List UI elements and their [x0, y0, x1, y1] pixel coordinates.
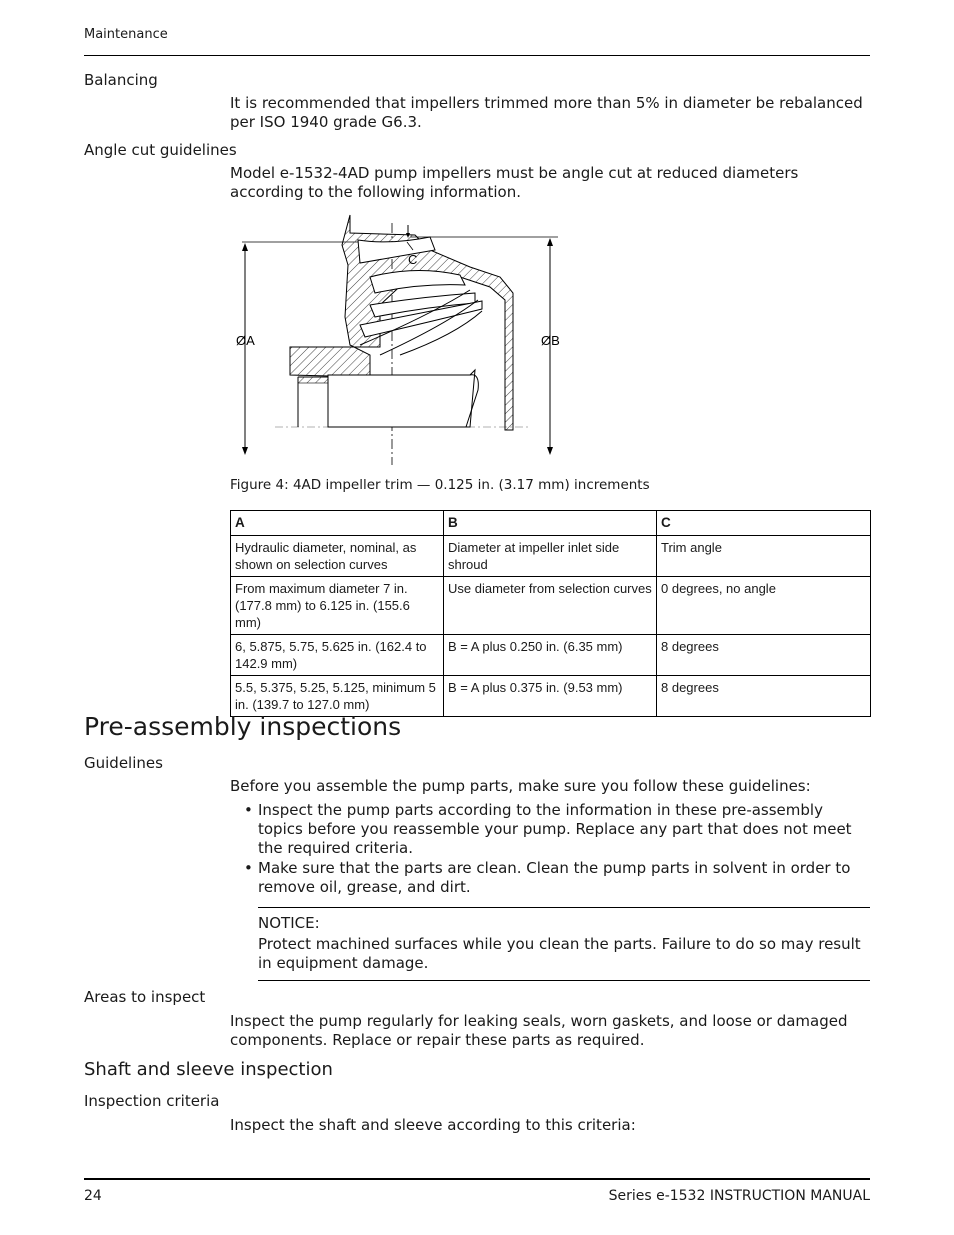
notice-box [258, 907, 870, 981]
table-cell: From maximum diameter 7 in. (177.8 mm) to 6.125 in. (155.6 mm) [231, 577, 444, 635]
guidelines-heading: Guidelines [84, 754, 163, 772]
label-c: C [408, 252, 418, 267]
areas-heading: Areas to inspect [84, 988, 206, 1006]
table-row [231, 676, 871, 717]
table-header-c: C [657, 511, 871, 536]
table-cell: Hydraulic diameter, nominal, as shown on selection curves [231, 536, 444, 577]
table-cell: Trim angle [657, 536, 871, 577]
angle-cut-heading: Angle cut guidelines [84, 141, 237, 159]
impeller-trim-figure [230, 205, 570, 470]
table-cell: 8 degrees [657, 676, 871, 717]
balancing-heading: Balancing [84, 71, 158, 89]
table-row [231, 635, 871, 676]
running-head: Maintenance [84, 27, 168, 42]
impeller-trim-table [230, 510, 871, 717]
header-rule [84, 55, 870, 56]
figure-caption: Figure 4: 4AD impeller trim — 0.125 in. (3.17 mm) increments [230, 477, 650, 493]
notice-title: NOTICE: [258, 914, 320, 932]
areas-text: Inspect the pump regularly for leaking seals, worn gaskets, and loose or damaged components. Replace or repair these parts as required. [230, 1012, 848, 1049]
table-cell: B = A plus 0.250 in. (6.35 mm) [444, 635, 657, 676]
inspection-criteria-heading: Inspection criteria [84, 1092, 220, 1110]
shaft-sleeve-title: Shaft and sleeve inspection [84, 1059, 333, 1080]
label-dia-a: ØA [236, 333, 255, 348]
table-row [231, 536, 871, 577]
table-cell: 8 degrees [657, 635, 871, 676]
table-header-b: B [444, 511, 657, 536]
table-header-a: A [231, 511, 444, 536]
label-dia-b: ØB [541, 333, 560, 348]
list-item: • Inspect the pump parts according to the information in these pre-assembly topics before you reassemble your pump. Replace any part that does not meet the required criteria. [244, 801, 852, 857]
list-item: • Make sure that the parts are clean. Clean the pump parts in solvent in order to remove oil, grease, and dirt. [244, 859, 851, 896]
table-cell: Use diameter from selection curves [444, 577, 657, 635]
table-cell: 6, 5.875, 5.75, 5.625 in. (162.4 to 142.9 mm) [231, 635, 444, 676]
page-number: 24 [84, 1188, 102, 1204]
inspection-criteria-text: Inspect the shaft and sleeve according to this criteria: [230, 1116, 636, 1134]
impeller-hub [328, 370, 475, 427]
angle-cut-text: Model e-1532-4AD pump impellers must be angle cut at reduced diameters according to the following information. [230, 164, 799, 201]
guidelines-intro: Before you assemble the pump parts, make sure you follow these guidelines: [230, 777, 811, 795]
table-cell: 5.5, 5.375, 5.25, 5.125, minimum 5 in. (139.7 to 127.0 mm) [231, 676, 444, 717]
table-row [231, 577, 871, 635]
table-header-row [231, 511, 871, 536]
manual-title: Series e-1532 INSTRUCTION MANUAL [608, 1188, 870, 1204]
footer-rule [84, 1178, 870, 1180]
guidelines-list [244, 801, 870, 898]
pre-assembly-title: Pre-assembly inspections [84, 712, 402, 741]
table-cell: Diameter at impeller inlet side shroud [444, 536, 657, 577]
balancing-text: It is recommended that impellers trimmed more than 5% in diameter be rebalanced per ISO 1940 grade G6.3. [230, 94, 863, 131]
notice-text: Protect machined surfaces while you clean the parts. Failure to do so may result in equipment damage. [258, 935, 861, 972]
table-cell: 0 degrees, no angle [657, 577, 871, 635]
table-cell: B = A plus 0.375 in. (9.53 mm) [444, 676, 657, 717]
